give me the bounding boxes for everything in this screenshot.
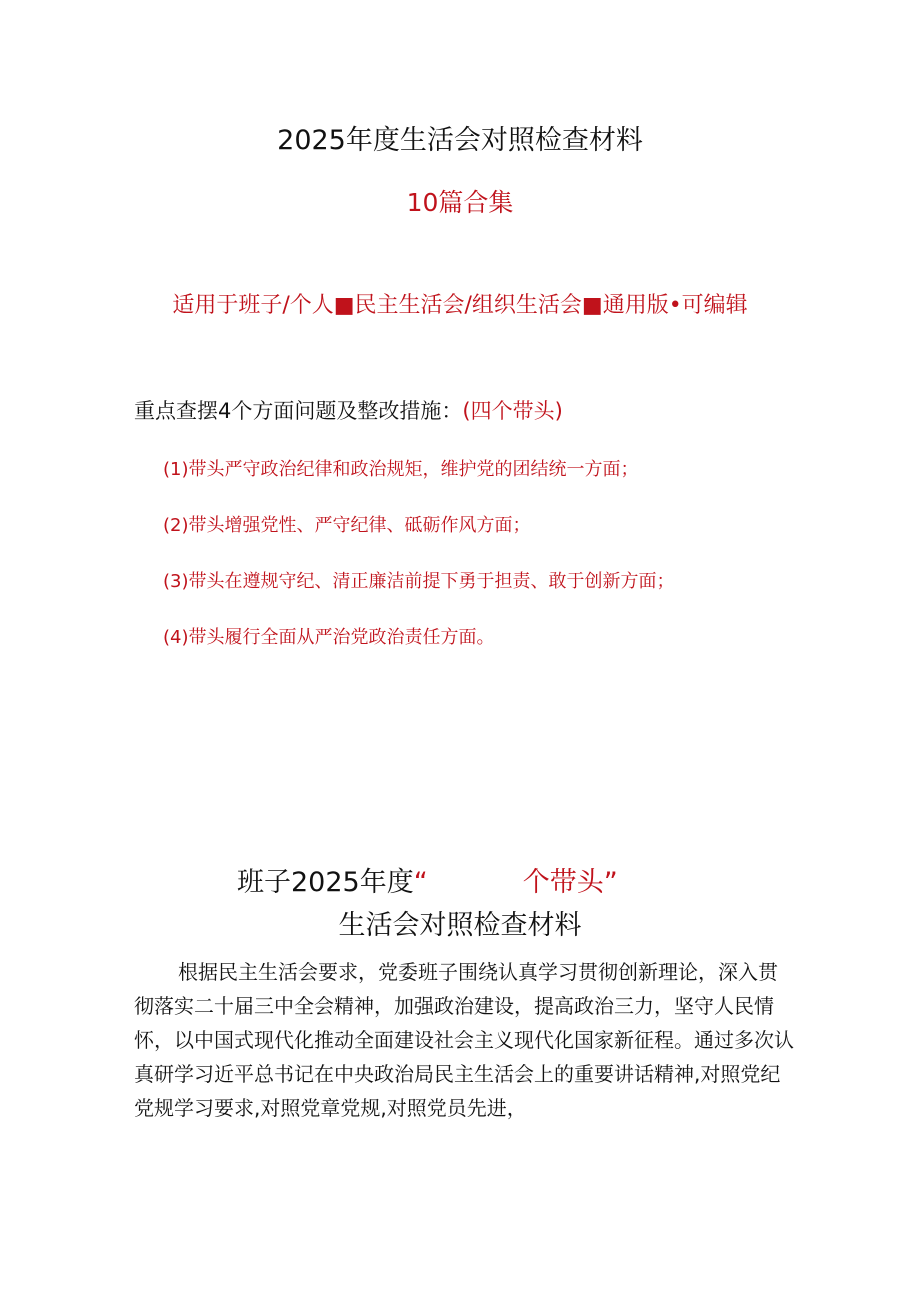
- focus-item-3: (3)带头在遵规守纪、清正廉洁前提下勇于担责、敢于创新方面；: [163, 571, 675, 592]
- section-title-line2: 生活会对照检查材料: [338, 910, 582, 941]
- document-title: 2025年度生活会对照检查材料: [277, 125, 643, 156]
- focus-heading: [134, 395, 563, 425]
- section-title-close-quote: ”: [603, 867, 618, 898]
- section-title-highlight: 个带头: [522, 867, 604, 898]
- section-title-prefix: 班子2025年度: [237, 867, 414, 898]
- document-subtitle: 10篇合集: [406, 188, 514, 217]
- focus-highlight: (四个带头): [462, 399, 563, 423]
- focus-label: 重点查摆4个方面问题及整改措施：: [134, 399, 463, 423]
- focus-item-4: (4)带头履行全面从严治党政治责任方面。: [163, 627, 495, 648]
- section-title-line1: [237, 860, 618, 899]
- section-title-open-quote: “: [413, 867, 428, 898]
- focus-item-1: (1)带头严守政治纪律和政治规矩，维护党的团结统一方面；: [163, 459, 639, 480]
- usage-note: 适用于班子/个人■民主生活会/组织生活会■通用版•可编辑: [172, 293, 748, 318]
- section-body: [134, 955, 794, 1125]
- focus-item-2: (2)带头增强党性、严守纪律、砥砺作风方面；: [163, 515, 531, 536]
- body-paragraph: 根据民主生活会要求，党委班子围绕认真学习贯彻创新理论，深入贯彻落实二十届三中全会精神，加强政治建设，提高政治三力，坚守人民情怀，以中国式现代化推动全面建设社会主义现代化国家新征程。通过多次认真研学习近平总书记在中央政治局民主生活会上的重要讲话精神,对照党纪党规学习要求,对照党章党规,对照党员先进，: [134, 960, 794, 1120]
